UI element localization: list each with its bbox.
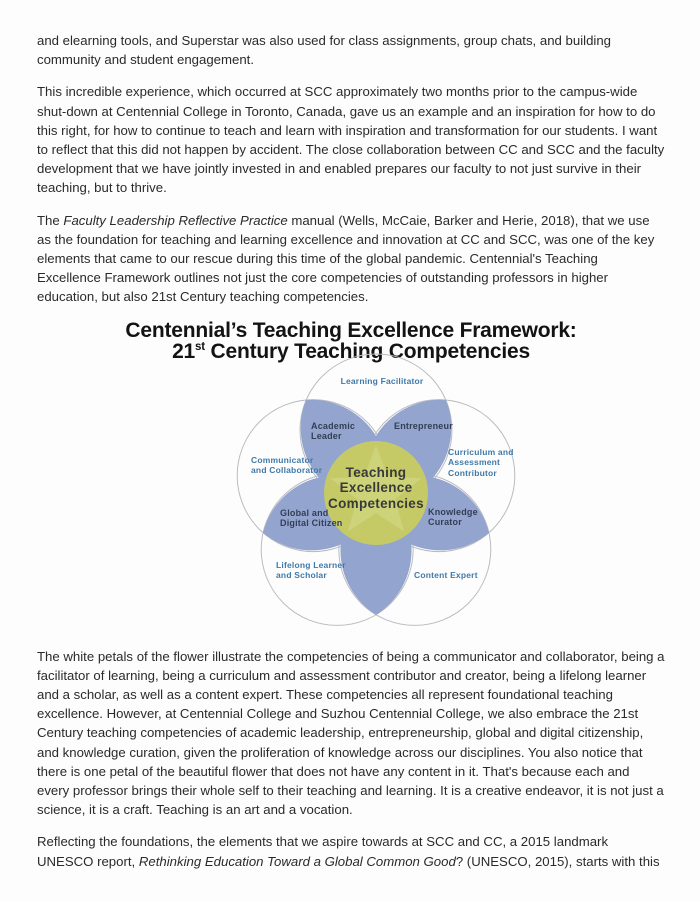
- label-entrepreneur: Entrepreneur: [394, 420, 453, 431]
- label-knowledge-curator: Knowledge Curator: [428, 506, 478, 528]
- title-ordinal-suffix: st: [195, 341, 205, 354]
- label-communicator-and-collaborator: Communicator and Collaborator: [251, 454, 323, 476]
- label-academic-leader: Academic Leader: [311, 420, 356, 442]
- figure-title-line1: Centennial’s Teaching Excellence Framework:: [125, 318, 577, 342]
- paragraph-3: The Faculty Leadership Reflective Practice manual (Wells, McCaie, Barker and Herie, 2018), that we use as the foundation for teaching and learning excellence and innovation at CC and SCC, was one of the key elements that came to our rescue during this time of the global pandemic. Centennial's Teaching Excellence Framework outlines not just the core competencies of outstanding professors in higher education, but also 21st Century teaching competencies.: [37, 212, 655, 305]
- label-content-expert: Content Expert: [414, 569, 478, 580]
- label-teaching-excellence-competencies: Teaching Excellence Competencies: [328, 464, 424, 511]
- paragraph-1: and elearning tools, and Superstar was also used for class assignments, group chats, and building community and student engagement.: [37, 33, 611, 68]
- paragraph-2: This incredible experience, which occurred at SCC approximately two months prior to the campus-wide shut-down at Centennial College in Toronto, Canada, gave us an example and an inspiration for how to do this right, for how to continue to teach and learn with inspiration and transformation for our students. I want to reflect that this did not happen by accident. The close collaboration between CC and SCC and the faculty development that we have jointly invested in and enabled prepares our faculty to not just survive in their teaching, but to thrive.: [37, 84, 665, 196]
- label-global-and-digital-citizen: Global and Digital Citizen: [280, 507, 343, 529]
- teaching-excellence-flower-diagram: [37, 363, 665, 647]
- paragraph-5: Reflecting the foundations, the elements that we aspire towards at SCC and CC, a 2015 landmark UNESCO report, Rethinking Education Toward a Global Common Good? (UNESCO, 2015), starts with this: [37, 834, 660, 869]
- label-curriculum-and-assessment-contributor: Curriculum and Assessment Contributor: [448, 446, 514, 478]
- label-lifelong-learner-and-scholar: Lifelong Learner and Scholar: [276, 559, 346, 581]
- title-number: 21: [172, 340, 196, 364]
- label-learning-facilitator: Learning Facilitator: [340, 375, 424, 386]
- paragraph-4: The white petals of the flower illustrate the competencies of being a communicator and collaborator, being a facilitator of learning, being a curriculum and assessment contributor and creator, being a lifelong learner and a scholar, as well as a content expert. These competencies all represent foundational teaching excellence. However, at Centennial College and Suzhou Centennial College, we also embrace the 21st Century teaching competencies of academic leadership, entrepreneurship, global and digital citizenship, and knowledge curation, given the proliferation of knowledge across our disciplines. You also notice that there is one petal of the beautiful flower that does not have any content in it. That's because each and every professor brings their whole self to their teaching and learning. It is a creative endeavor, it is not just a science, it is a craft. Teaching is an art and a vocation.: [37, 648, 665, 818]
- title-line2-rest: Century Teaching Competencies: [204, 340, 530, 364]
